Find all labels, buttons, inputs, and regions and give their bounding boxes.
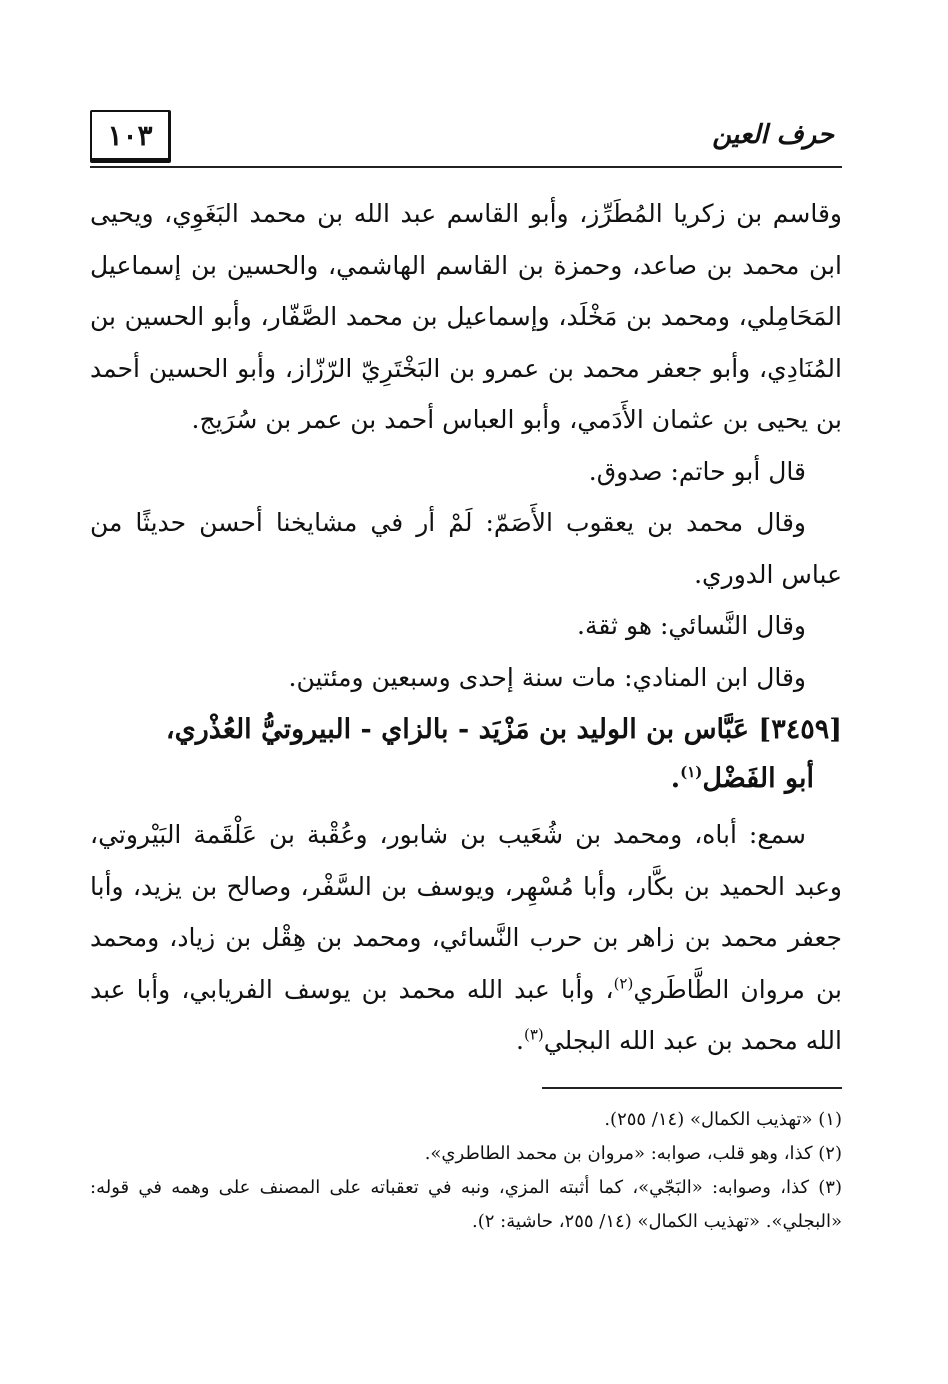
- entry-heading-line2: [90, 754, 842, 803]
- sama-text-a: سمع: أباه، ومحمد بن شُعَيب بن شابور، وعُقْبة بن عَلْقَمة البَيْروتي، وعبد الحميد بن بكَّار، وأبا مُسْهِر، ويوسف بن السَّفْر، وصالح بن يزيد، وأبا جعفر محمد بن زاهر بن حرب النَّسائي، ومحمد بن هِقْل بن زياد، ومحمد بن مروان الطَّاطَري: [90, 820, 842, 1004]
- paragraph-asamm: وقال محمد بن يعقوب الأَصَمّ: لَمْ أر في مشايخنا أحسن حديثًا من عباس الدوري.: [90, 508, 842, 589]
- main-text: [90, 188, 842, 1067]
- paragraph-abu-hatim: قال أبو حاتم: صدوق.: [588, 456, 806, 486]
- footnotes: [90, 1103, 842, 1239]
- sama-text-b: ، وأبا عبد الله محمد بن يوسف الفريابي، وأبا عبد الله محمد بن عبد الله البجلي: [90, 974, 842, 1055]
- paragraph-nasai: وقال النَّسائي: هو ثقة.: [577, 611, 806, 640]
- paragraph-teachers: وقاسم بن زكريا المُطَرِّز، وأبو القاسم عبد الله بن محمد البَغَوِي، ويحيى ابن محمد بن صاعد، وحمزة بن القاسم الهاشمي، والحسين بن إسماعيل المَحَامِلي، ومحمد بن مَخْلَد، وإسماعيل بن محمد الصَّفّار، وأبو الحسين بن المُنَادِي، وأبو جعفر محمد بن عمرو بن البَخْتَرِيّ الرّزّاز، وأبو الحسين أحمد بن يحيى بن عثمان الأَدَمي، وأبو العباس أحمد بن عمر بن سُرَيج.: [90, 199, 842, 434]
- footnote-ref-1[interactable]: (١): [680, 763, 703, 781]
- book-page: [90, 100, 842, 1360]
- entry-heading: [90, 703, 842, 809]
- entry-heading-end: .: [670, 763, 681, 794]
- page-number: ١٠٣: [90, 110, 171, 163]
- paragraph-ibn-munadi: وقال ابن المنادي: مات سنة إحدى وسبعين ومئتين.: [288, 662, 806, 692]
- footnote-3: (٣) كذا، وصوابه: «البَجّي»، كما أثبته المزي، ونبه في تعقباته على المصنف على وهمه في قوله: «البجلي». «تهذيب الكمال» (١٤/ ٢٥٥، حاشية: ٢).: [90, 1176, 842, 1232]
- footnote-2: (٢) كذا، وهو قلب، صوابه: «مروان بن محمد الطاطري».: [424, 1142, 842, 1164]
- entry-heading-kunya: أبو الفَضْل: [702, 763, 814, 794]
- sama-text-end: .: [516, 1026, 524, 1055]
- paragraph-sama: [90, 809, 842, 1067]
- footnote-ref-2[interactable]: (٢): [613, 974, 634, 993]
- entry-heading-line1: [٣٤٥٩] عَبَّاس بن الوليد بن مَزْيَد - بالزاي - البيروتيُّ العُذْري،: [165, 714, 842, 745]
- footnote-ref-3[interactable]: (٣): [523, 1025, 544, 1044]
- footnote-1: (١) «تهذيب الكمال» (١٤/ ٢٥٥).: [604, 1108, 842, 1130]
- footnote-separator: [542, 1087, 842, 1089]
- running-title: حرف العين: [712, 120, 834, 150]
- page-header: [90, 100, 842, 168]
